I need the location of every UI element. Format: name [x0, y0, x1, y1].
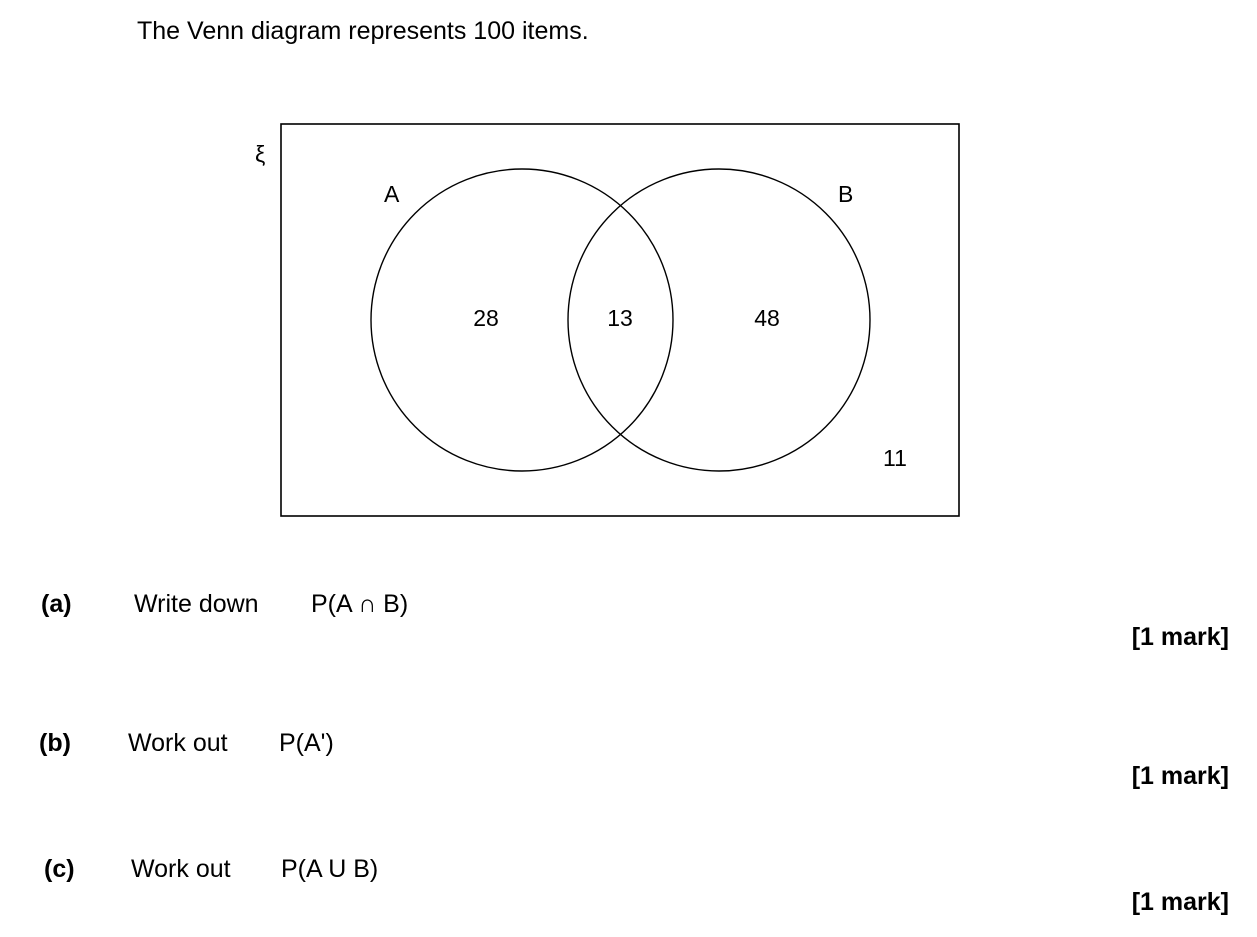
question-a-marks: [1 mark] [1131, 623, 1229, 651]
question-c-marks: [1 mark] [1131, 888, 1229, 916]
question-a-label: (a) [41, 590, 72, 618]
neither-count: 11 [883, 445, 907, 471]
set-a-label: A [384, 181, 400, 207]
set-b-label: B [838, 181, 854, 207]
question-b-instruction: Work out [128, 729, 228, 757]
only-a-count: 28 [473, 305, 499, 331]
question-c-instruction: Work out [131, 855, 231, 883]
question-a-instruction: Write down [134, 590, 259, 618]
a-and-b-count: 13 [607, 305, 633, 331]
intro-text: The Venn diagram represents 100 items. [137, 17, 589, 45]
question-b-marks: [1 mark] [1131, 762, 1229, 790]
universal-set-symbol: ξ [255, 141, 266, 167]
question-c-expression: P(A U B) [281, 855, 379, 883]
only-b-count: 48 [754, 305, 780, 331]
question-a-expression: P(A ∩ B) [311, 590, 409, 618]
question-c-label: (c) [44, 855, 75, 883]
question-b-label: (b) [39, 729, 71, 757]
question-b-expression: P(A') [279, 729, 334, 757]
